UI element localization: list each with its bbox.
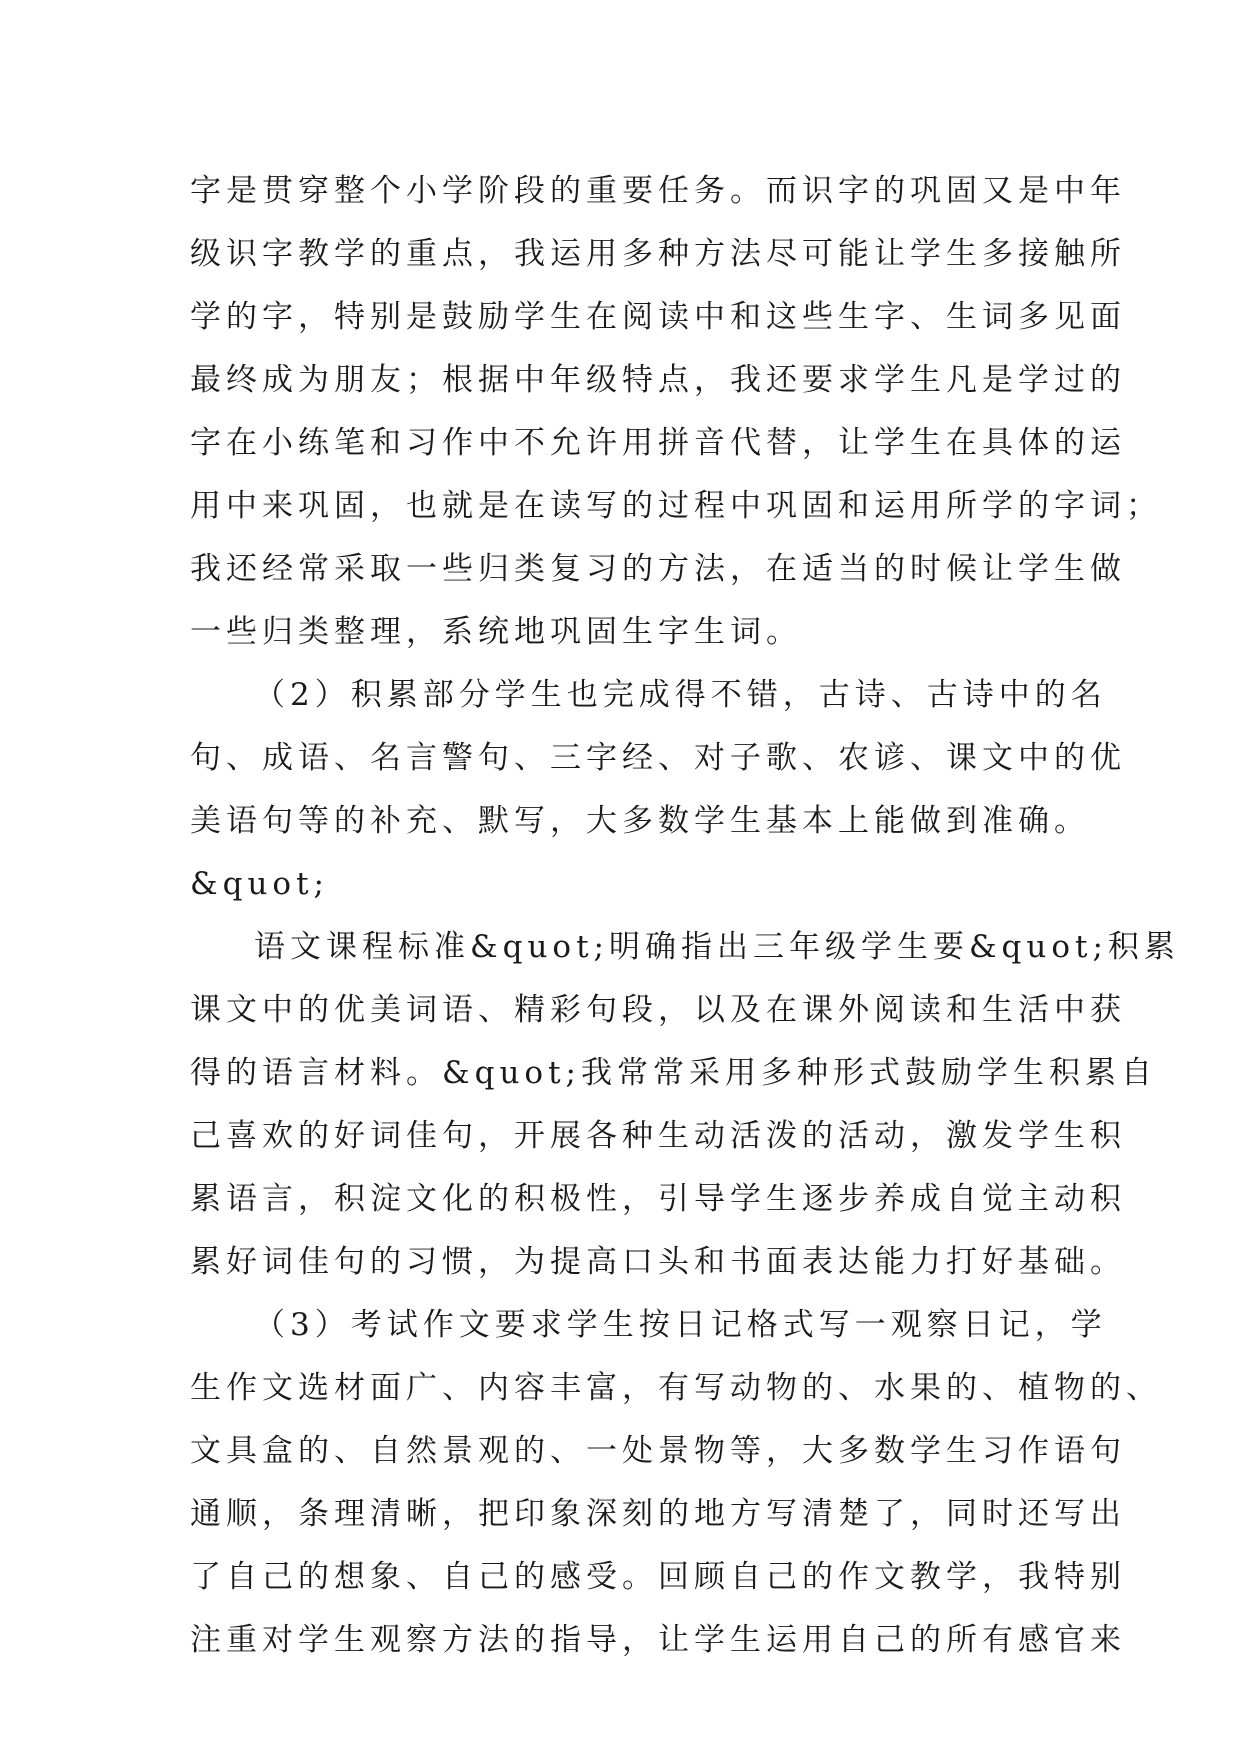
text-line: （2）积累部分学生也完成得不错，古诗、古诗中的名 [254, 677, 1107, 713]
text-line: 一些归类整理，系统地巩固生字生词。 [190, 614, 802, 650]
text-line: 注重对学生观察方法的指导，让学生运用自己的所有感官来 [190, 1622, 1126, 1658]
text-line: 文具盒的、自然景观的、一处景物等，大多数学生习作语句 [190, 1433, 1126, 1469]
text-line: 句、成语、名言警句、三字经、对子歌、农谚、课文中的优 [190, 740, 1126, 776]
text-line: 我还经常采取一些归类复习的方法，在适当的时候让学生做 [190, 551, 1126, 587]
text-line: 美语句等的补充、默写，大多数学生基本上能做到准确。 [190, 803, 1090, 839]
text-line: 字是贯穿整个小学阶段的重要任务。而识字的巩固又是中年 [190, 173, 1126, 209]
text-line: 累好词佳句的习惯，为提高口头和书面表达能力打好基础。 [190, 1244, 1126, 1280]
text-line: 课文中的优美词语、精彩句段，以及在课外阅读和生活中获 [190, 992, 1126, 1028]
text-line: 级识字教学的重点，我运用多种方法尽可能让学生多接触所 [190, 236, 1126, 272]
text-line: 学的字，特别是鼓励学生在阅读中和这些生字、生词多见面 [190, 299, 1126, 335]
text-line: 字在小练笔和习作中不允许用拼音代替，让学生在具体的运 [190, 425, 1126, 461]
text-line: 通顺，条理清晰，把印象深刻的地方写清楚了，同时还写出 [190, 1496, 1126, 1532]
text-line: 累语言，积淀文化的积极性，引导学生逐步养成自觉主动积 [190, 1181, 1126, 1217]
text-line: 得的语言材料。&quot;我常常采用多种形式鼓励学生积累自 [190, 1055, 1157, 1091]
text-line: 己喜欢的好词佳句，开展各种生动活泼的活动，激发学生积 [190, 1118, 1126, 1154]
text-line: &quot; [190, 866, 329, 902]
text-line: 语文课程标准&quot;明确指出三年级学生要&quot;积累 [254, 929, 1180, 965]
text-line: 生作文选材面广、内容丰富，有写动物的、水果的、植物的、 [190, 1370, 1162, 1406]
text-line: （3）考试作文要求学生按日记格式写一观察日记，学 [254, 1307, 1107, 1343]
text-line: 最终成为朋友；根据中年级特点，我还要求学生凡是学过的 [190, 362, 1126, 398]
text-line: 用中来巩固，也就是在读写的过程中巩固和运用所学的字词； [190, 488, 1162, 524]
body-text [190, 160, 1180, 1672]
text-line: 了自己的想象、自己的感受。回顾自己的作文教学，我特别 [190, 1559, 1126, 1595]
